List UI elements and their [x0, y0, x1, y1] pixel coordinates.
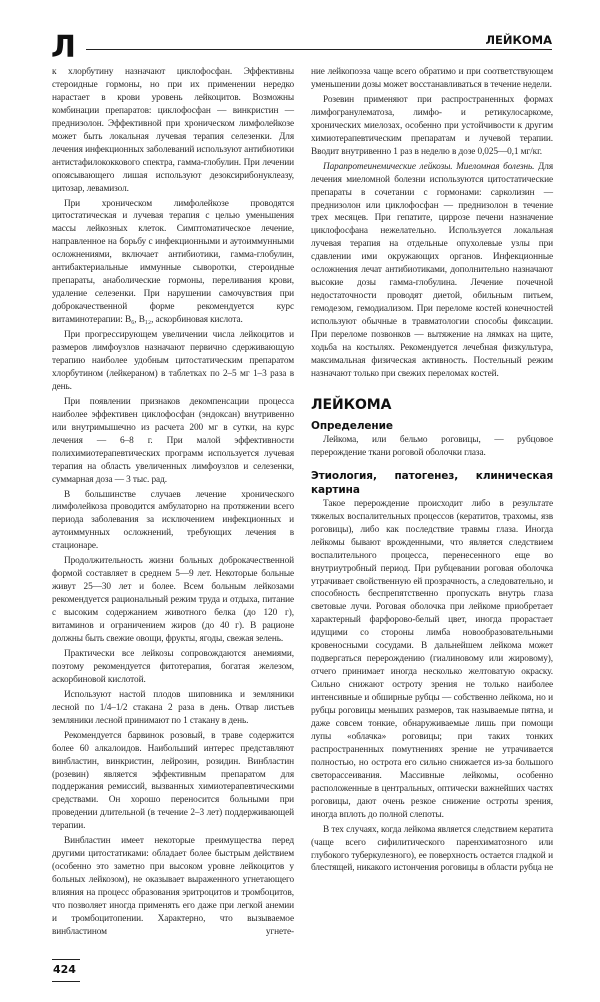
paragraph: Рекомендуется барвинок розовый, в траве содержится более 60 алкалоидов. Наибольший интерес представляют винбластин, винкристин, лейрозин, розидин. Винбластин (розевин) является эффективным препаратом для поддержания ремиссий, вызванных химиотерапевтическими средствами. Он хорошо переносится больными при проведении длительной (в течение 2–3 лет) поддерживающей терапии.: [52, 730, 294, 832]
paragraph: В большинстве случаев лечение хронического лимфолейкоза проводится амбулаторно на протяжении всего периода заболевания за исключением инфекционных и аутоиммунных осложнений, требующих лечения в стационаре.: [52, 489, 294, 552]
paragraph: Такое перерождение происходит либо в результате тяжелых воспалительных процессов (кератитов, трахомы, язв роговицы), либо как последствие травмы глаза. Иногда лейкомы бывают врожденными, что является следствием воспалительного процесса, перенесенного еще во внутриутробный период. При рубцевании роговая оболочка утрачивает свойственную ей прозрачность, а следовательно, и способность беспрепятственно пропускать внутрь глаза световые лучи. Роговая оболочка при лейкоме приобретает характерный фарфорово-белый цвет, иногда прорастает идущими со стороны лимба новообразовательными кровеносными сосудами. В дальнейшем лейкома может подвергаться перерождению (гиалиновому или жировому), отчего принимает иногда несколько желтоватую окраску. Сильно снижают остроту зрения не только наиболее интенсивные и обширные рубцы — собственно лейкома, но и рубцы роговицы меньших размеров, так называемые пятна, и даже совсем тонкие, обнаруживаемые лишь при помощи лупы «облачка» роговицы; при таких тонких распространенных помутнениях зрение не утрачивается полностью, но острота его сильно снижается из-за большого светорассеивания. Массивные лейкомы, особенно расположенные в центральных, оптически важнейших частях роговицы, дают очень резкое снижение остроты зрения, иногда вплоть до полной слепоты.: [311, 498, 553, 820]
page-number-box: [52, 959, 80, 982]
article-leikoma: [311, 395, 553, 876]
paragraph: Продолжительность жизни больных доброкачественной формой составляет в среднем 5—9 лет. Некоторые больные живут 25—30 лет и более. Всем больным лейкозами рекомендуется рациональный режим труда и отдыха, питание с высоким содержанием животного белка (до 120 г), витаминов и ограничением жиров (до 40 г). В рационе должны быть свежие овощи, фрукты, ягоды, свежая зелень.: [52, 556, 294, 644]
paragraph: Используют настой плодов шиповника и земляники лесной по 1/4–1/2 стакана 2 раза в день. Отвар листьев земляники лесной принимают по 1 стакану в день.: [52, 689, 294, 726]
paragraph: ние лейкопоэза чаще всего обратимо и при соответствующем уменьшении дозы может восстанавливаться в течение недели.: [311, 67, 553, 90]
left-column: [52, 66, 294, 982]
page-number: 424: [53, 962, 76, 976]
myeloma-lead: Парапротеинемические лейкозы. Миеломная болезнь.: [323, 161, 535, 172]
myeloma-text: Для лечения миеломной болезни используются цитостатические препараты в сочетании с гормонами: сарколизин — преднизолон или циклофосфан — преднизолон в течение трех месяцев. При гепатите, циррозе печени назначение циклофосфана нежелательно. Используется локальная лучевая терапия на отдельные опухолевые узлы при сдавлении ими окружающих органов. Инфекционные осложнения лечат антибиотиками, дополнительно назначают высокие дозы гамма-глобулина. Лечение почечной недостаточности проводят диетой, обильным питьем, гемодезом, гемодиализом. При переломе костей конечностей используют обычные в травматологии способы фиксации. При переломе позвонков — вытяжение на лямках на щите, ходьба на костылях. Рекомендуется лечебная физкультура, максимальная физическая активность. Постельный режим назначают только при свежих переломах костей.: [311, 161, 553, 379]
paragraph: Практически все лейкозы сопровождаются анемиями, поэтому рекомендуется фитотерапия, богатая железом, аскорбиновой кислотой.: [52, 648, 294, 685]
etiology-heading: Этиология, патогенез, клиническая картина: [311, 469, 553, 496]
article-title: ЛЕЙКОМА: [311, 396, 392, 413]
paragraph: При появлении признаков декомпенсации процесса наиболее эффективен циклофосфан (эндоксан) внутривенно или внутримышечно из расчета 200 мг в сутки, на курс лечения — 6–8 г. При малой эффективности полихимиотерапевтических программ используется лучевая терапия на область увеличенных лимфоузлов и селезенки, суммарная доза — 3 тыс. рад.: [52, 396, 294, 485]
myeloma-paragraph: [311, 161, 553, 381]
paragraph: При хроническом лимфолейкозе проводятся цитостатическая и лучевая терапия с целью уменьшения массы лейкозных клеток. Симптоматическое лечение, направленное на борьбу с инфекционными и аутоиммунными осложнениями, включает антибиотики, гамма-глобулин, антибактериальные иммунные сыворотки, стероидные препараты, анаболические гормоны, переливания крови, удаление селезенки. При нарушении самочувствия при доброкачественной форме рекомендуется курс витаминотерапии: B₆, B₁₂, аскорбиновая кислота.: [52, 198, 294, 326]
paragraph: Розевин применяют при распространенных формах лимфогранулематоза, лимфо- и ретикулосаркоме, хронических миелозах, особенно при устойчивости к другим химиотерапевтическим препаратам и лучевой терапии. Вводит внутривенно 1 раз в неделю в дозе 0,025—0,1 мг/кг.: [311, 94, 553, 157]
running-title: ЛЕЙКОМА: [485, 33, 552, 47]
page-body: [52, 0, 553, 1002]
right-column: [311, 66, 553, 877]
definition-text: Лейкома, или бельмо роговицы, — рубцовое перерождение ткани роговой оболочки глаза.: [311, 434, 553, 458]
section-letter: Л: [51, 30, 76, 65]
paragraph: При прогрессирующем увеличении числа лейкоцитов и размеров лимфоузлов назначают первично сдерживающую терапию наиболее удобным цитостатическим препаратом хлорбутином (лейкераном) в таблетках по 2–5 мг 1–3 раза в день.: [52, 330, 294, 392]
paragraph: В тех случаях, когда лейкома является следствием кератита (чаще всего сифилитического паренхиматозного или глубокого туберкулезного), ее поверхность остается гладкой и блестящей, никакого истончения роговицы в области рубца не: [311, 824, 553, 874]
paragraph: Винбластин имеет некоторые преимущества перед другими цитостатиками: обладает более быстрым действием (особенно это заметно при высоком уровне лейкоцитов у больных лейкозом), не оказывает выраженного угнетающего влияния на процесс образования эритроцитов и тромбоцитов, что позволяет иногда применять его даже при легкой анемии и тромбоцитопении. Характерно, что вызываемое винбластином угнете-: [52, 836, 294, 937]
definition-heading: Определение: [311, 419, 393, 432]
paragraph: к хлорбутину назначают циклофосфан. Эффективны стероидные гормоны, но при их применении нередко нарастает в крови уровень лейкоцитов. Возможны комбинации препаратов: циклофосфан — винкристин — преднизолон. Эффективной при хроническом лимфолейкозе может быть локальная лучевая терапия селезенки. Для лечения инфекционных заболеваний используют антибиотики антистафилококкового спектра, гамма-глобулин. При лечении опоясывающего лишая используют дезоксирибонуклеазу, цитозар, левамизол.: [52, 67, 294, 194]
